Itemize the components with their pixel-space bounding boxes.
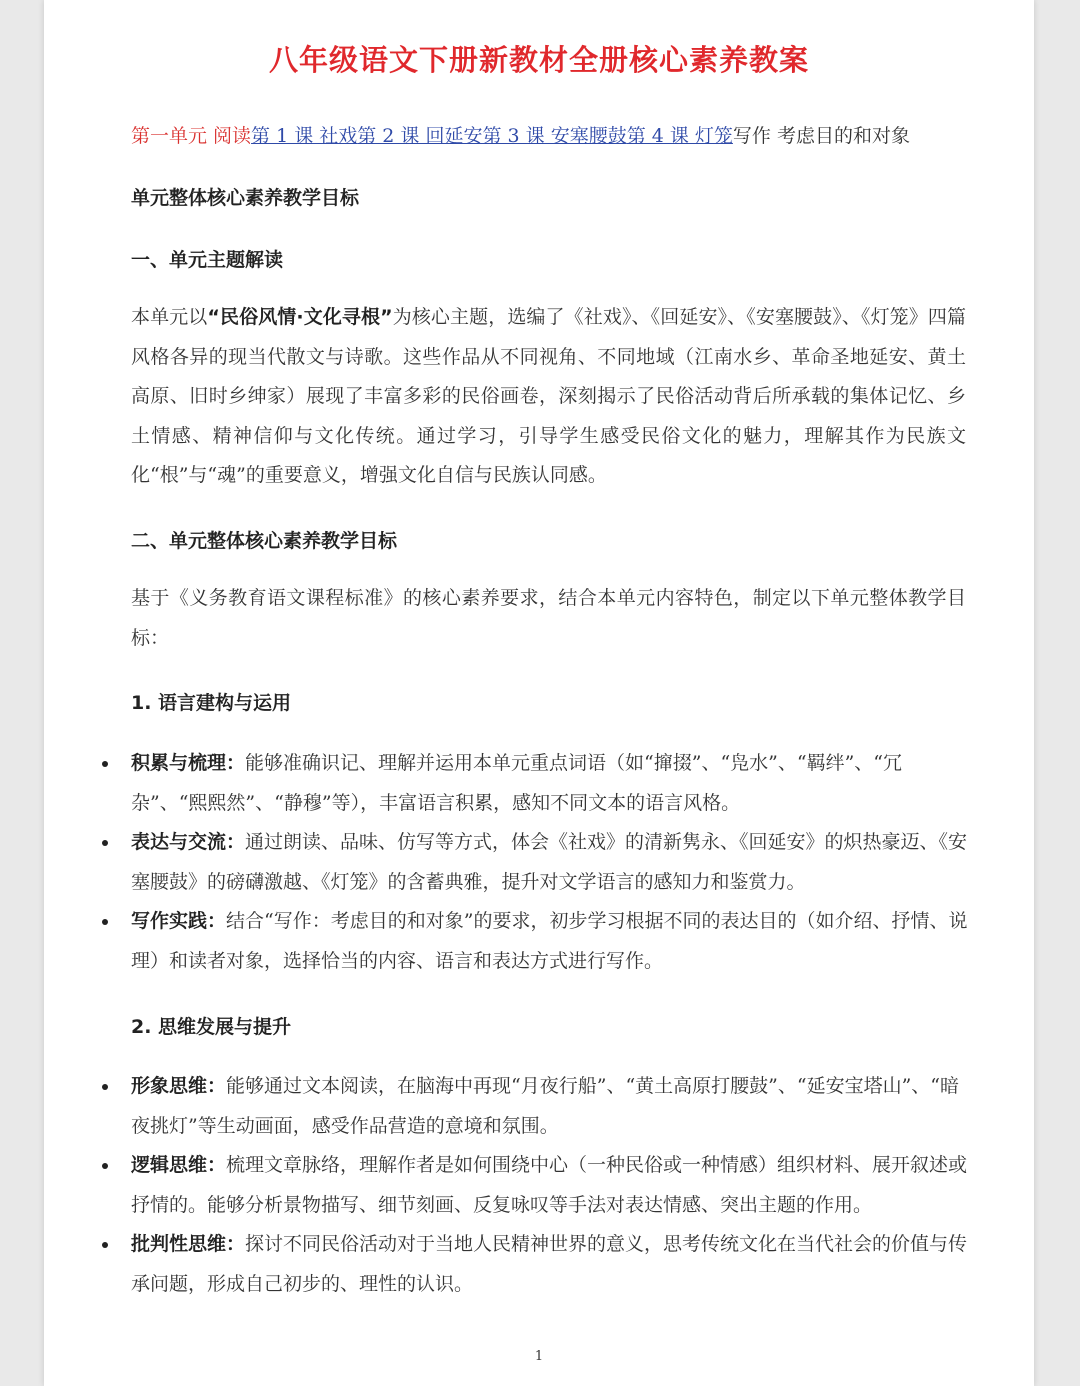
section-1-paragraph	[131, 298, 966, 496]
toc-link-lesson-1[interactable]: 第 1 课 社戏	[251, 125, 358, 147]
list-item	[131, 823, 971, 902]
toc-writing: 写作 考虑目的和对象	[732, 125, 910, 147]
section-2-paragraph: 基于《义务教育语文课程标准》的核心素养要求，结合本单元内容特色，制定以下单元整体教学目标：	[131, 587, 966, 649]
list-item	[131, 1146, 971, 1225]
document-page	[44, 0, 1034, 1386]
bullet-icon	[102, 761, 108, 767]
item-text: 探讨不同民俗活动对于当地人民精神世界的意义，思考传统文化在当代社会的价值与传承问题，形成自己初步的、理性的认识。	[131, 1233, 968, 1295]
goal-1-list	[131, 744, 971, 981]
list-item	[131, 1067, 971, 1146]
list-item	[131, 1225, 971, 1304]
item-label: 形象思维：	[131, 1075, 227, 1097]
para-text: 为核心主题，选编了《社戏》、《回延安》、《安塞腰鼓》、《灯笼》四篇风格各异的现当代散文与诗歌。这些作品从不同视角、不同地域（江南水乡、革命圣地延安、黄土高原、旧时乡绅家）展现了丰富多彩的民俗画卷，深刻揭示了民俗活动背后所承载的集体记忆、乡土情感、精神信仰与文化传统。通过学习，引导学生感受民俗文化的魅力，理解其作为民族文化“根”与“魂”的重要意义，增强文化自信与民族认同感。	[131, 306, 966, 486]
bullet-icon	[102, 840, 108, 846]
para-text: 本单元以	[131, 306, 208, 328]
section-2-heading: 二、单元整体核心素养教学目标	[131, 530, 398, 552]
toc-link-lesson-3[interactable]: 第 3 课 安塞腰鼓	[482, 125, 627, 147]
unit-toc	[131, 121, 910, 148]
section-1-heading: 一、单元主题解读	[131, 249, 284, 271]
bullet-icon	[102, 1084, 108, 1090]
bullet-icon	[102, 919, 108, 925]
bullet-icon	[102, 1163, 108, 1169]
goal-2-list	[131, 1067, 971, 1304]
toc-link-lesson-2[interactable]: 第 2 课 回延安	[357, 125, 483, 147]
goal-2-heading: 2. 思维发展与提升	[131, 1016, 292, 1038]
goal-1-heading: 1. 语言建构与运用	[131, 692, 292, 714]
item-text: 能够准确识记、理解并运用本单元重点词语（如“撺掇”、“凫水”、“羁绊”、“冗杂”、“熙熙然”、“静穆”等），丰富语言积累，感知不同文本的语言风格。	[131, 752, 903, 814]
item-text: 能够通过文本阅读，在脑海中再现“月夜行船”、“黄土高原打腰鼓”、“延安宝塔山”、“暗夜挑灯”等生动画面，感受作品营造的意境和氛围。	[131, 1075, 960, 1137]
theme-bold-text: “民俗风情·文化寻根”	[207, 306, 393, 328]
item-label: 写作实践：	[131, 910, 227, 932]
item-text: 通过朗读、品味、仿写等方式，体会《社戏》的清新隽永、《回延安》的炽热豪迈、《安塞腰鼓》的磅礴激越、《灯笼》的含蓄典雅，提升对文学语言的感知力和鉴赏力。	[131, 831, 968, 893]
document-title: 八年级语文下册新教材全册核心素养教案	[268, 43, 809, 77]
toc-unit: 第一单元 阅读	[131, 125, 252, 147]
list-item	[131, 744, 971, 823]
item-label: 逻辑思维：	[131, 1154, 227, 1176]
list-item	[131, 902, 971, 981]
item-label: 批判性思维：	[131, 1233, 246, 1255]
item-text: 梳理文章脉络，理解作者是如何围绕中心（一种民俗或一种情感）组织材料、展开叙述或抒情的。能够分析景物描写、细节刻画、反复咏叹等手法对表达情感、突出主题的作用。	[131, 1154, 968, 1216]
bullet-icon	[102, 1242, 108, 1248]
page-number: 1	[534, 1349, 544, 1364]
toc-link-lesson-4[interactable]: 第 4 课 灯笼	[626, 125, 733, 147]
unit-goal-heading: 单元整体核心素养教学目标	[131, 187, 360, 209]
item-text: 结合“写作：考虑目的和对象”的要求，初步学习根据不同的表达目的（如介绍、抒情、说理）和读者对象，选择恰当的内容、语言和表达方式进行写作。	[131, 910, 968, 972]
item-label: 表达与交流：	[131, 831, 246, 853]
item-label: 积累与梳理：	[131, 752, 246, 774]
